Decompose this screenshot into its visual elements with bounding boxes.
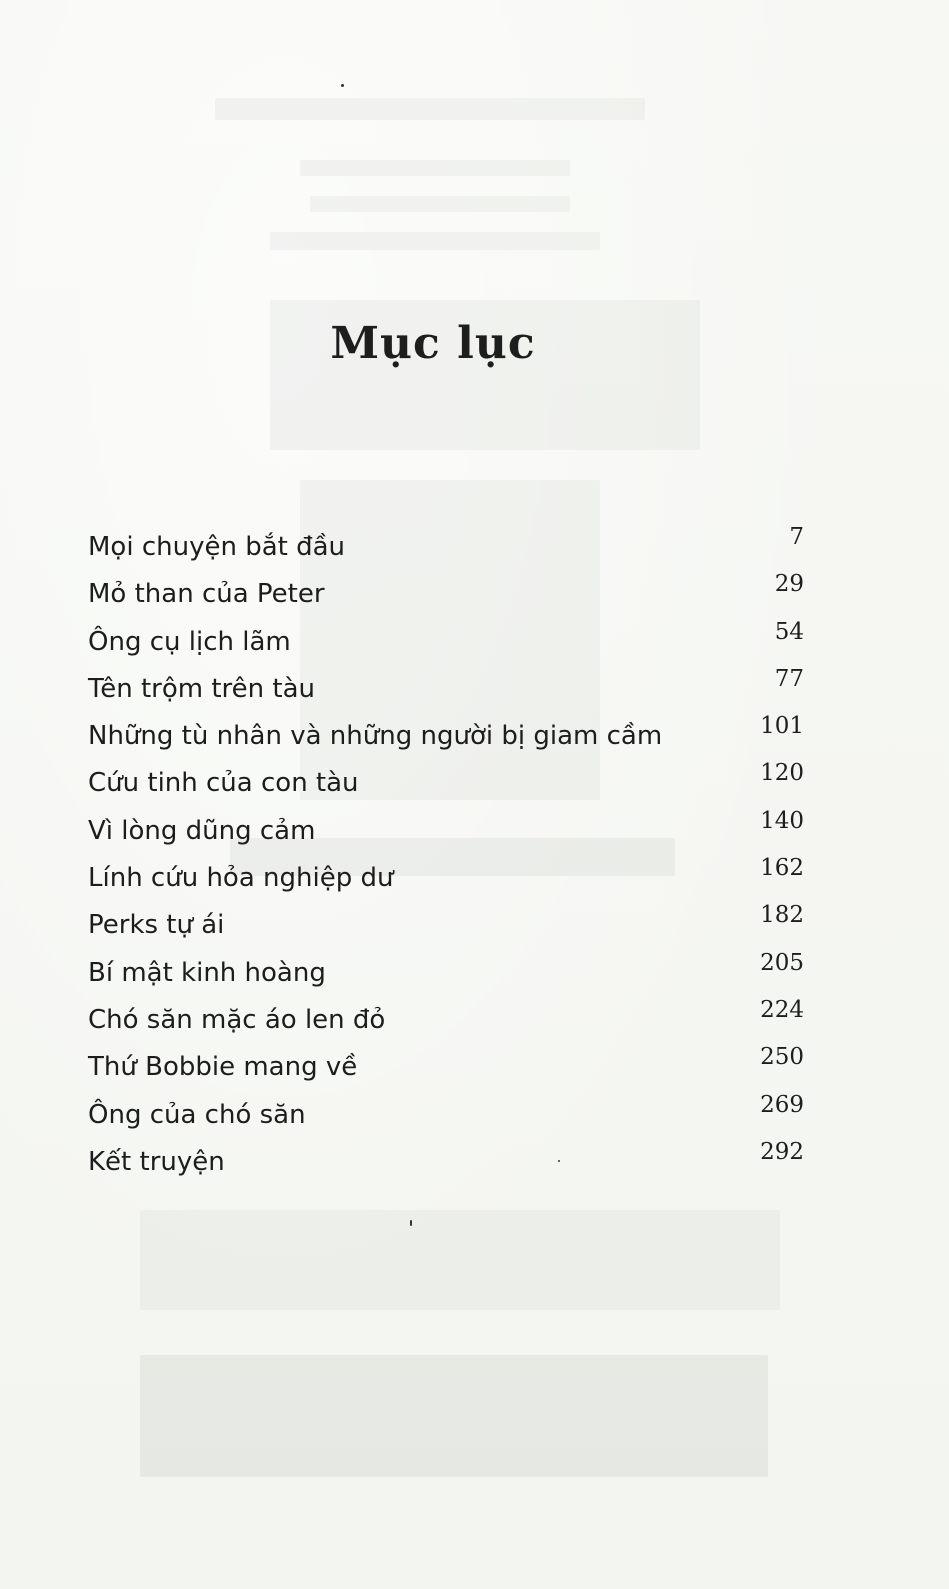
toc-entry	[88, 522, 804, 569]
toc-entry-page: 224	[760, 996, 804, 1023]
toc-entry-page: 292	[760, 1138, 804, 1165]
toc-entry	[88, 711, 804, 758]
toc-entry-title: Ông của chó săn	[88, 1099, 306, 1130]
toc-entry-title: Perks tự ái	[88, 910, 225, 941]
toc-entry-title: Thứ Bobbie mang về	[88, 1052, 358, 1083]
toc-entry-page: 162	[760, 855, 804, 882]
toc-entry-page: 101	[760, 713, 804, 740]
toc-entry-title: Kết truyện	[88, 1146, 225, 1177]
toc-entry-title: Mọi chuyện bắt đầu	[88, 532, 346, 562]
toc-entry	[88, 948, 804, 995]
toc-entry-title: Ông cụ lịch lãm	[88, 626, 291, 657]
toc-entry-page: 120	[760, 760, 804, 787]
dust-speck	[341, 84, 344, 87]
toc-entry-page: 54	[774, 618, 804, 645]
toc-entry-title: Mỏ than của Peter	[88, 579, 325, 610]
toc-entry-page: 140	[760, 807, 804, 834]
toc-entry-page: 182	[760, 902, 804, 929]
toc-entry-title: Chó săn mặc áo len đỏ	[88, 1004, 386, 1035]
toc-entry-title: Bí mật kinh hoàng	[88, 957, 326, 988]
toc-entry	[88, 1137, 804, 1184]
toc-entry	[88, 900, 804, 947]
toc-entry-page: 250	[760, 1044, 804, 1071]
toc-entry-page: 205	[760, 949, 804, 976]
show-through-band	[140, 1355, 768, 1477]
toc-entry	[88, 853, 804, 900]
toc-entry-page: 269	[760, 1091, 804, 1118]
show-through-line	[310, 196, 570, 212]
toc-entry-title: Tên trộm trên tàu	[88, 673, 316, 704]
toc-entry	[88, 995, 804, 1042]
toc-entry	[88, 617, 804, 664]
toc-entry	[88, 1090, 804, 1137]
show-through-line	[215, 98, 645, 120]
table-of-contents	[88, 522, 804, 1184]
toc-entry-title: Lính cứu hỏa nghiệp dư	[88, 863, 394, 894]
toc-entry-title: Vì lòng dũng cảm	[88, 815, 316, 846]
toc-entry	[88, 1042, 804, 1089]
show-through-line	[300, 160, 570, 176]
toc-entry	[88, 758, 804, 805]
toc-entry-page: 77	[774, 665, 804, 692]
dust-speck	[410, 1220, 412, 1226]
show-through-block	[140, 1210, 780, 1310]
page-title: Mục lục	[330, 318, 536, 369]
toc-entry	[88, 569, 804, 616]
toc-entry-page: 29	[774, 571, 804, 598]
toc-entry-title: Những tù nhân và những người bị giam cầm	[88, 721, 663, 752]
toc-entry-title: Cứu tinh của con tàu	[88, 768, 359, 799]
toc-entry-page: 7	[789, 524, 804, 550]
toc-entry	[88, 664, 804, 711]
toc-entry	[88, 806, 804, 853]
show-through-line	[270, 232, 600, 250]
